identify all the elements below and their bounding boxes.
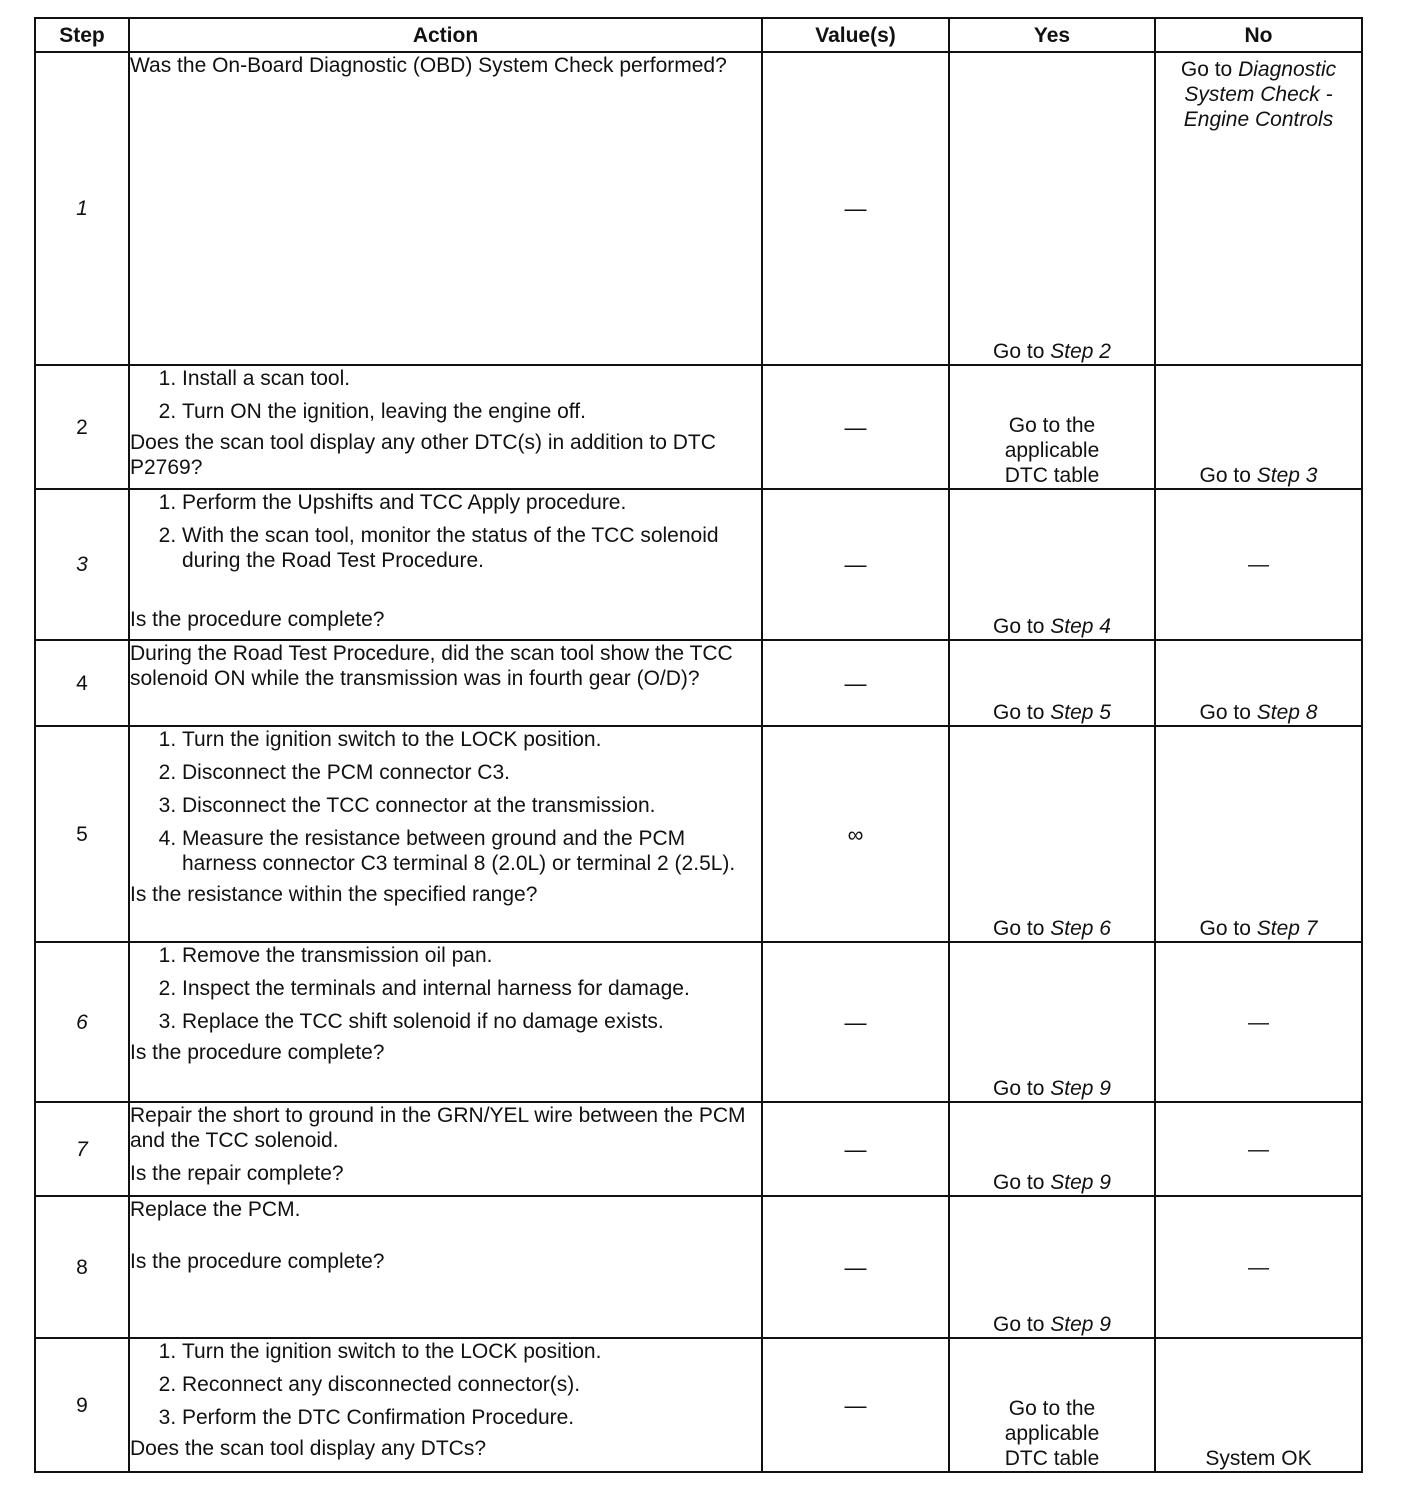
- step-number: 6: [35, 942, 129, 1102]
- value-cell: —: [762, 942, 949, 1102]
- action-item: 1. Turn the ignition switch to the LOCK position.: [182, 1339, 761, 1372]
- action-item: 2. Disconnect the PCM connector C3.: [182, 760, 761, 793]
- action-question: Is the repair complete?: [130, 1162, 344, 1185]
- no-cell[interactable]: [1155, 365, 1362, 489]
- yes-step-link[interactable]: Step 9: [1050, 1171, 1111, 1194]
- yes-prefix: Go to: [993, 1077, 1045, 1100]
- yes-cell[interactable]: [949, 489, 1155, 640]
- value-cell: —: [762, 489, 949, 640]
- action-text: During the Road Test Procedure, did the scan tool show the TCC solenoid ON while the transmission was in fourth gear (O/D)?: [130, 642, 733, 690]
- action-item: 2. Turn ON the ignition, leaving the engine off.: [182, 399, 761, 430]
- step-number: 5: [35, 726, 129, 942]
- action-item: 2. With the scan tool, monitor the status of the TCC solenoid during the Road Test Procedure.: [182, 523, 761, 579]
- action-cell: [129, 726, 762, 942]
- action-cell: [129, 1196, 762, 1338]
- no-step-link[interactable]: Step 3: [1256, 464, 1318, 487]
- action-item: 1. Install a scan tool.: [182, 366, 761, 399]
- action-list: [130, 490, 761, 579]
- value-cell: —: [762, 640, 949, 726]
- header-no: No: [1155, 18, 1362, 52]
- yes-cell[interactable]: [949, 942, 1155, 1102]
- table-row-step-6: [35, 942, 1362, 1102]
- no-prefix: Go to: [1180, 58, 1233, 81]
- header-step: Step: [35, 18, 129, 52]
- header-values: Value(s): [762, 18, 949, 52]
- action-item: 2. Inspect the terminals and internal harness for damage.: [182, 976, 761, 1009]
- value-cell: —: [762, 365, 949, 489]
- no-prefix: Go to: [1199, 917, 1251, 940]
- step-number: 8: [35, 1196, 129, 1338]
- no-cell: —: [1155, 489, 1362, 640]
- step-number: 1: [35, 52, 129, 365]
- no-cell[interactable]: [1155, 52, 1362, 365]
- action-text: Was the On-Board Diagnostic (OBD) System Check performed?: [130, 54, 727, 77]
- table-row-step-3: [35, 489, 1362, 640]
- value-cell: —: [762, 1338, 949, 1472]
- yes-cell[interactable]: [949, 52, 1155, 365]
- no-cell[interactable]: [1155, 726, 1362, 942]
- value-cell: —: [762, 52, 949, 365]
- yes-cell[interactable]: [949, 1196, 1155, 1338]
- table-row-step-7: [35, 1102, 1362, 1196]
- step-number: 3: [35, 489, 129, 640]
- yes-step-link[interactable]: Step 5: [1050, 701, 1111, 724]
- action-cell: [129, 1102, 762, 1196]
- header-action: Action: [129, 18, 762, 52]
- action-item: 2. Reconnect any disconnected connector(s).: [182, 1372, 761, 1405]
- yes-prefix: Go to: [993, 701, 1045, 724]
- value-cell: —: [762, 1196, 949, 1338]
- table-row-step-5: [35, 726, 1362, 942]
- table-row-step-8: [35, 1196, 1362, 1338]
- no-prefix: Go to: [1199, 701, 1251, 724]
- action-list: [130, 943, 761, 1040]
- yes-step-link[interactable]: Step 9: [1050, 1077, 1111, 1100]
- table-row-step-9: [35, 1338, 1362, 1472]
- action-list: [130, 1339, 761, 1436]
- action-text: Replace the PCM.: [130, 1198, 301, 1221]
- yes-cell[interactable]: Go to the applicable DTC table: [949, 1338, 1155, 1472]
- value-cell: —: [762, 1102, 949, 1196]
- no-cell: —: [1155, 942, 1362, 1102]
- step-number: 7: [35, 1102, 129, 1196]
- table-row-step-2: [35, 365, 1362, 489]
- no-cell: —: [1155, 1196, 1362, 1338]
- action-question: Does the scan tool display any DTCs?: [130, 1437, 487, 1460]
- action-question: Is the procedure complete?: [130, 1250, 385, 1273]
- action-list: [130, 366, 761, 430]
- step-number: 9: [35, 1338, 129, 1472]
- action-question: Is the procedure complete?: [130, 1041, 385, 1064]
- action-cell: [129, 942, 762, 1102]
- yes-step-link[interactable]: Step 2: [1050, 340, 1111, 363]
- yes-step-link[interactable]: Step 6: [1050, 917, 1111, 940]
- yes-cell[interactable]: [949, 1102, 1155, 1196]
- yes-step-link[interactable]: Step 4: [1050, 615, 1111, 638]
- action-item: 3. Disconnect the TCC connector at the transmission.: [182, 793, 761, 826]
- action-question: Does the scan tool display any other DTC(s) in addition to DTC P2769?: [130, 431, 716, 479]
- table-row-step-4: [35, 640, 1362, 726]
- no-step-link[interactable]: Step 7: [1256, 917, 1318, 940]
- action-item: 1. Perform the Upshifts and TCC Apply procedure.: [182, 490, 761, 523]
- header-row: [35, 18, 1362, 52]
- action-item: 3. Perform the DTC Confirmation Procedure.: [182, 1405, 761, 1436]
- yes-prefix: Go to: [993, 1313, 1045, 1336]
- no-step-link[interactable]: Step 8: [1256, 701, 1318, 724]
- no-cell: —: [1155, 1102, 1362, 1196]
- yes-prefix: Go to: [993, 1171, 1045, 1194]
- action-list: [130, 727, 761, 882]
- action-question: Is the resistance within the specified range?: [130, 883, 538, 906]
- yes-prefix: Go to: [993, 917, 1045, 940]
- yes-prefix: Go to: [993, 615, 1045, 638]
- step-number: 4: [35, 640, 129, 726]
- action-cell: [129, 52, 762, 365]
- no-cell: System OK: [1155, 1338, 1362, 1472]
- yes-step-link[interactable]: Step 9: [1050, 1313, 1111, 1336]
- action-cell: [129, 489, 762, 640]
- step-number: 2: [35, 365, 129, 489]
- header-yes: Yes: [949, 18, 1155, 52]
- diagnostic-table: [34, 17, 1363, 1473]
- no-prefix: Go to: [1199, 464, 1251, 487]
- action-question: Is the procedure complete?: [130, 608, 385, 631]
- no-reference-link[interactable]: Diagnostic System Check - Engine Controls: [1183, 58, 1337, 131]
- action-item: 1. Turn the ignition switch to the LOCK position.: [182, 727, 761, 760]
- action-item: 3. Replace the TCC shift solenoid if no damage exists.: [182, 1009, 761, 1040]
- yes-cell[interactable]: Go to the applicable DTC table: [949, 365, 1155, 489]
- yes-cell[interactable]: [949, 726, 1155, 942]
- yes-prefix: Go to: [993, 340, 1045, 363]
- table-row-step-1: [35, 52, 1362, 365]
- yes-cell[interactable]: [949, 640, 1155, 726]
- action-item: 1. Remove the transmission oil pan.: [182, 943, 761, 976]
- action-text: Repair the short to ground in the GRN/YEL wire between the PCM and the TCC solenoid.: [130, 1104, 746, 1152]
- action-item: 4. Measure the resistance between ground and the PCM harness connector C3 terminal 8 (2.0L) or terminal 2 (2.5L).: [182, 826, 761, 882]
- action-cell: [129, 365, 762, 489]
- value-cell: ∞: [762, 726, 949, 942]
- action-cell: [129, 1338, 762, 1472]
- no-cell[interactable]: [1155, 640, 1362, 726]
- action-cell: [129, 640, 762, 726]
